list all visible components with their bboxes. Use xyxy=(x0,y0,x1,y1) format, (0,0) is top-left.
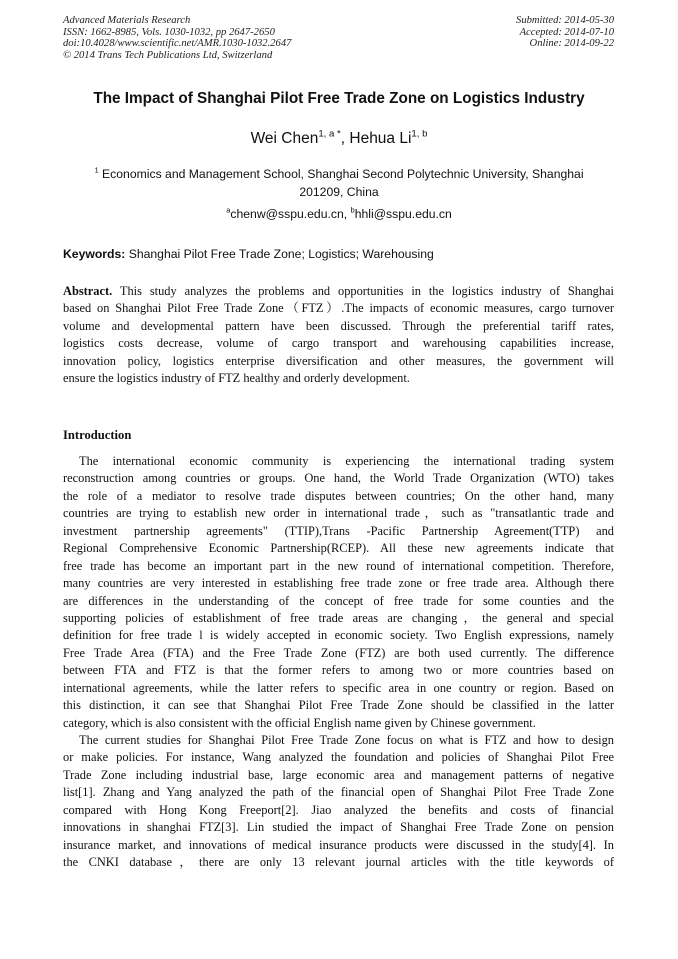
text-line: category, which is also consistent with the official English name given by Chinese government. xyxy=(63,715,536,730)
author-name: Wei Chen xyxy=(250,130,319,147)
online-date: Online: 2014-09-22 xyxy=(529,38,614,50)
copyright: © 2014 Trans Tech Publications Ltd, Switzerland xyxy=(63,50,273,62)
doi: doi:10.4028/www.scientific.net/AMR.1030-1032.2647 xyxy=(63,38,292,50)
abstract-body xyxy=(63,300,614,387)
text-line: definition for free trade l is widely accepted in economic society. Two English expressions, namely xyxy=(63,628,614,643)
text-line: or make policies. For instance, Wang analyzed the foundation and policies of Shanghai Pilot Free xyxy=(63,750,614,765)
text-line: the role of a mediator to resolve trade disputes between countries; On the other hand, many xyxy=(63,488,614,503)
text-line: between FTA and FTZ is that the former refers to among two or more countries based on xyxy=(63,663,614,678)
text-line: international agreements, while the latter refers to specific area in one country or region. Based on xyxy=(63,680,614,695)
affiliation-line: 201209, China xyxy=(299,185,379,199)
email-link[interactable]: hhli@sspu.edu.cn xyxy=(354,207,452,221)
text-line: countries are trying to establish new order in international trade，such as "transatlantic trade and xyxy=(63,506,614,521)
email-link[interactable]: chenw@sspu.edu.cn, xyxy=(230,207,351,221)
text-line: based on Shanghai Pilot Free Trade Zone（FTZ）.The impacts of economic measures, cargo turnover xyxy=(63,301,614,316)
affiliation-line: Economics and Management School, Shanghai Second Polytechnic University, Shanghai xyxy=(98,167,584,181)
keywords-label: Keywords: xyxy=(63,247,126,261)
paper-title: The Impact of Shanghai Pilot Free Trade Zone on Logistics Industry xyxy=(93,90,585,107)
emails xyxy=(0,207,678,221)
text-line: many countries are very interested in establishing free trade zone or free trade area. Although there xyxy=(63,576,614,591)
abstract-label: Abstract. xyxy=(63,284,113,298)
issn-volume: ISSN: 1662-8985, Vols. 1030-1032, pp 2647-2650 xyxy=(63,26,275,38)
text-line: Regional Comprehensive Economic Partnership(RCEP). All these new agreements indicate that xyxy=(63,541,614,556)
text-line: Trade Zone including industrial base, large economic area and management patterns of negative xyxy=(63,767,614,782)
text-line: ensure the logistics industry of FTZ healthy and orderly development. xyxy=(63,371,410,386)
text-line: The international economic community is experiencing the international trading system xyxy=(79,454,614,468)
author-separator: , xyxy=(340,130,350,147)
text-line: investment partnership agreements" (TTIP),Trans -Pacific Partnership Agreement(TTP) and xyxy=(63,523,614,538)
affiliation xyxy=(70,165,608,201)
journal-info xyxy=(63,15,291,62)
author-affiliation-mark: 1, b xyxy=(411,128,428,140)
text-line: compared with Hong Kong Freeport[2]. Jiao analyzed the benefits and costs of financial xyxy=(63,802,614,817)
text-line: reconstruction among countries or groups. One hand, the World Trade Organization (WTO) takes xyxy=(63,471,614,486)
text-line: The current studies for Shanghai Pilot Free Trade Zone focus on what is FTZ and how to design xyxy=(79,733,614,747)
text-line: the CNKI database，there are only 13 relevant journal articles with the title keywords of xyxy=(63,855,614,870)
keywords xyxy=(63,247,434,261)
text-line: are differences in the understanding of the concept of free trade for some counties and the xyxy=(63,593,614,608)
author-name: Hehua Li xyxy=(349,130,412,147)
text-line: innovation policy, logistics enterprise diversification and other measures, the government will xyxy=(63,353,614,368)
text-line: supporting policies of establishment of free trade areas are changing，the general and special xyxy=(63,610,614,625)
text-line: Free Trade Area (FTA) and the Free Trade Zone (FTZ) are both used currently. The difference xyxy=(63,645,614,660)
text-line: list[1]. Zhang and Yang analyzed the path of the financial open of Shanghai Pilot Free Trade Zone xyxy=(63,785,614,800)
paragraph xyxy=(63,453,614,732)
journal-name: Advanced Materials Research xyxy=(63,15,191,26)
submitted-date: Submitted: 2014-05-30 xyxy=(516,15,614,26)
dates-info xyxy=(516,15,614,50)
text-line: logistics costs decrease, volume of cargo transport and warehousing capabilities increase, xyxy=(63,336,614,351)
author-affiliation-mark: 1, a * xyxy=(318,128,341,140)
paragraph xyxy=(63,732,614,872)
text-line: innovations in shanghai FTZ[3]. Lin studied the impact of Shanghai Free Trade Zone on pension xyxy=(63,820,614,835)
text-line: insurance market, and innovations of medical insurance products were discussed in the study[4]. In xyxy=(63,837,614,852)
email-mark: b xyxy=(350,205,355,215)
accepted-date: Accepted: 2014-07-10 xyxy=(519,26,614,38)
text-line: free trade has become an important part in the new round of international competition. Therefore, xyxy=(63,558,614,573)
abstract xyxy=(63,283,614,388)
section-heading-introduction: Introduction xyxy=(63,428,132,442)
introduction-body xyxy=(63,453,614,872)
email-mark: a xyxy=(226,205,231,215)
abstract-text: This study analyzes the problems and opportunities in the logistics industry of Shanghai xyxy=(112,284,614,298)
keywords-text: Shanghai Pilot Free Trade Zone; Logistics; Warehousing xyxy=(125,247,434,261)
affiliation-mark: 1 xyxy=(94,165,99,175)
abstract-line xyxy=(63,283,614,300)
text-line: this distinction, it can see that Shanghai Pilot Free Trade Zone should be classified in the latter xyxy=(63,698,614,713)
text-line: volume and developmental pattern have been discussed. Through the preferential tariff rates, xyxy=(63,318,614,333)
authors xyxy=(0,130,678,148)
